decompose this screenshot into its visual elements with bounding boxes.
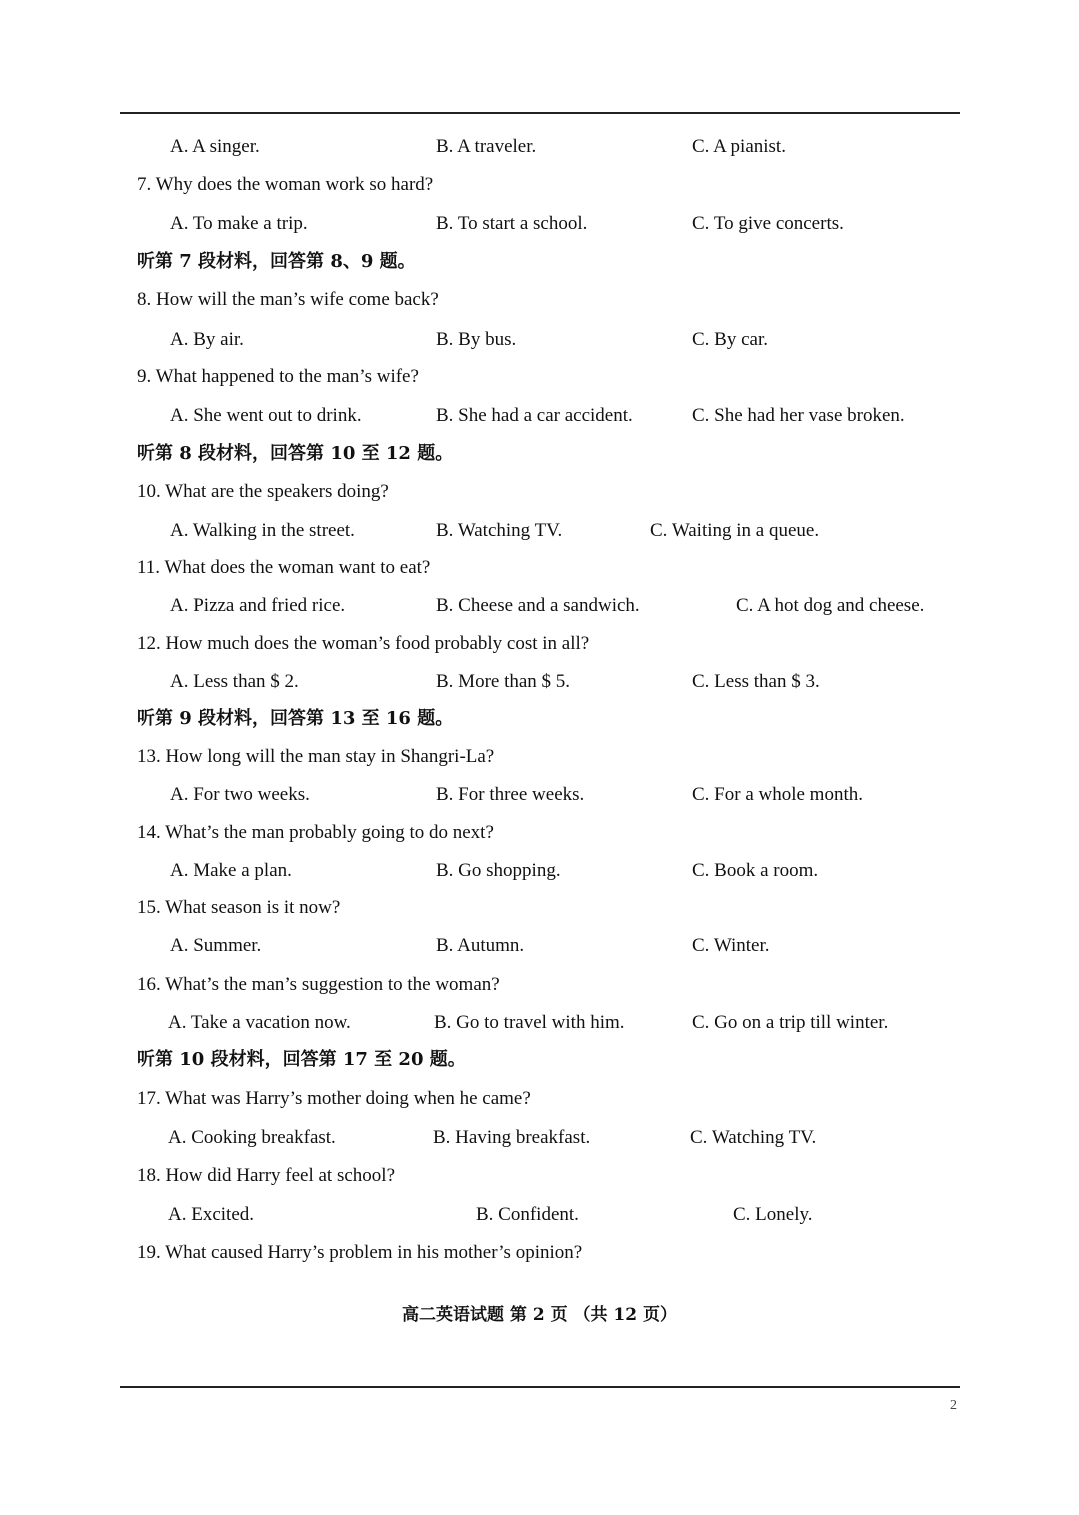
option-b: B. Go shopping.	[436, 860, 561, 881]
option-a: A. Walking in the street.	[170, 520, 355, 541]
option-a: A. Make a plan.	[170, 860, 292, 881]
option-c: C. Less than $ 3.	[692, 671, 820, 692]
question-text: 17. What was Harry’s mother doing when he came?	[137, 1088, 531, 1109]
option-b: B. To start a school.	[436, 213, 588, 234]
question-text: 15. What season is it now?	[137, 897, 341, 918]
page-mark: 2	[950, 1398, 957, 1413]
option-a: A. Cooking breakfast.	[168, 1127, 336, 1148]
option-c: C. Lonely.	[733, 1204, 813, 1225]
option-c: C. Watching TV.	[690, 1127, 817, 1148]
option-c: C. Waiting in a queue.	[650, 520, 820, 541]
top-rule	[120, 112, 960, 114]
option-a: A. Excited.	[168, 1204, 255, 1225]
option-b: B. More than $ 5.	[436, 671, 571, 692]
question-text: 12. How much does the woman’s food probably cost in all?	[137, 633, 590, 654]
option-b: B. Confident.	[476, 1204, 579, 1225]
option-b: B. Autumn.	[436, 935, 525, 956]
option-b: B. Go to travel with him.	[434, 1012, 625, 1033]
option-b: B. Having breakfast.	[433, 1127, 591, 1148]
section-instruction: 听第 8 段材料，回答第 10 至 12 题。	[137, 443, 454, 464]
option-b: B. Cheese and a sandwich.	[436, 595, 640, 616]
question-text: 10. What are the speakers doing?	[137, 481, 389, 502]
bottom-rule	[120, 1386, 960, 1388]
option-a: A. Less than $ 2.	[170, 671, 299, 692]
option-c: C. For a whole month.	[692, 784, 863, 805]
option-a: A. To make a trip.	[170, 213, 308, 234]
option-a: A. A singer.	[170, 136, 260, 157]
option-a: A. She went out to drink.	[170, 405, 362, 426]
option-c: C. She had her vase broken.	[692, 405, 905, 426]
question-text: 13. How long will the man stay in Shangri-La?	[137, 746, 495, 767]
question-text: 19. What caused Harry’s problem in his mother’s opinion?	[137, 1242, 583, 1263]
page-footer: 高二英语试题 第 2 页 （共 12 页）	[402, 1305, 677, 1325]
option-c: C. Winter.	[692, 935, 770, 956]
option-b: B. Watching TV.	[436, 520, 563, 541]
option-a: A. By air.	[170, 329, 244, 350]
section-instruction: 听第 10 段材料，回答第 17 至 20 题。	[137, 1049, 466, 1070]
question-text: 9. What happened to the man’s wife?	[137, 366, 419, 387]
option-b: B. By bus.	[436, 329, 517, 350]
section-instruction: 听第 7 段材料，回答第 8、9 题。	[137, 251, 416, 272]
option-a: A. Pizza and fried rice.	[170, 595, 346, 616]
option-c: C. By car.	[692, 329, 768, 350]
option-a: A. Summer.	[170, 935, 262, 956]
option-c: C. Go on a trip till winter.	[692, 1012, 889, 1033]
question-text: 11. What does the woman want to eat?	[137, 557, 431, 578]
question-text: 7. Why does the woman work so hard?	[137, 174, 434, 195]
option-a: A. For two weeks.	[170, 784, 310, 805]
option-b: B. A traveler.	[436, 136, 537, 157]
question-text: 14. What’s the man probably going to do next?	[137, 822, 494, 843]
option-a: A. Take a vacation now.	[168, 1012, 351, 1033]
question-text: 18. How did Harry feel at school?	[137, 1165, 396, 1186]
option-c: C. Book a room.	[692, 860, 819, 881]
section-instruction: 听第 9 段材料，回答第 13 至 16 题。	[137, 708, 454, 729]
option-c: C. A hot dog and cheese.	[736, 595, 925, 616]
question-text: 16. What’s the man’s suggestion to the woman?	[137, 974, 500, 995]
option-b: B. She had a car accident.	[436, 405, 633, 426]
option-b: B. For three weeks.	[436, 784, 585, 805]
option-c: C. To give concerts.	[692, 213, 844, 234]
option-c: C. A pianist.	[692, 136, 786, 157]
question-text: 8. How will the man’s wife come back?	[137, 289, 439, 310]
